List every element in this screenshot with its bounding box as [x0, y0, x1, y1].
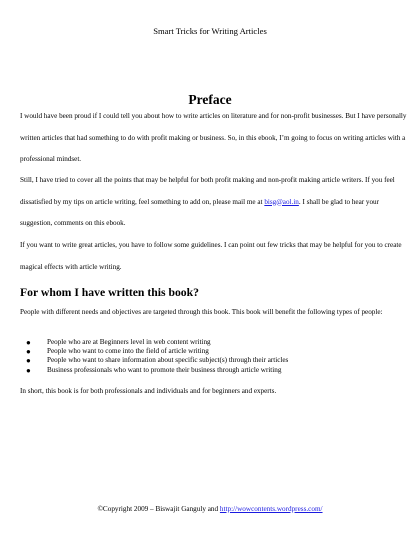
- website-link[interactable]: http://wowcontents.wordpress.com/: [219, 505, 323, 513]
- list-item-text: People who want to come into the field of article writing: [47, 347, 209, 356]
- footer: [0, 505, 420, 513]
- bullet-icon: ●: [26, 338, 31, 347]
- running-header: Smart Tricks for Writing Articles: [153, 26, 267, 36]
- list-item: [26, 356, 406, 365]
- section-summary: In short, this book is for both professionals and individuals and for beginners and experts.: [20, 387, 277, 395]
- section-heading: For whom I have written this book?: [20, 286, 199, 299]
- list-item-text: Business professionals who want to promote their business through article writing: [47, 365, 282, 374]
- audience-list: [26, 338, 406, 375]
- list-item-text: People who want to share information about specific subject(s) through their articles: [47, 356, 289, 365]
- preface-paragraph-2-text-start: Still, I have tried to cover all the points that may be helpful for both profit making and non-profit making article writers. If you feel dissatisfied by my tips on article writing, feel something to add on, please mail me at: [20, 176, 395, 206]
- list-item: [26, 366, 406, 375]
- list-item: [26, 347, 406, 356]
- preface-paragraph-1: I would have been proud if I could tell you about how to write articles on literature and for non-profit businesses. But I have personally written articles that had something to do with profit making or business. So, in this ebook, I’m going to focus on writing articles with a professional mindset.: [20, 112, 407, 163]
- section-intro: People with different needs and objectives are targeted through this book. This book will benefit the following types of people:: [20, 308, 383, 316]
- copyright-text: ©Copyright 2009 – Biswajit Ganguly and: [97, 505, 220, 513]
- bullet-icon: ●: [26, 356, 31, 366]
- list-item-text: People who are at Beginners level in web content writing: [47, 338, 211, 346]
- preface-paragraph-3: If you want to write great articles, you have to follow some guidelines. I can point out few tricks that may be helpful for you to create magical effects with article writing.: [20, 241, 402, 271]
- bullet-icon: ●: [26, 347, 31, 357]
- preface-paragraph-2-text-end: . I shall be glad to hear your suggestion, comments on this ebook.: [20, 197, 379, 227]
- preface-title: Preface: [188, 92, 232, 107]
- preface-paragraph-2: [20, 170, 408, 235]
- list-item: [26, 338, 406, 347]
- bullet-icon: ●: [26, 365, 31, 375]
- email-link[interactable]: bisg@aol.in: [264, 197, 299, 206]
